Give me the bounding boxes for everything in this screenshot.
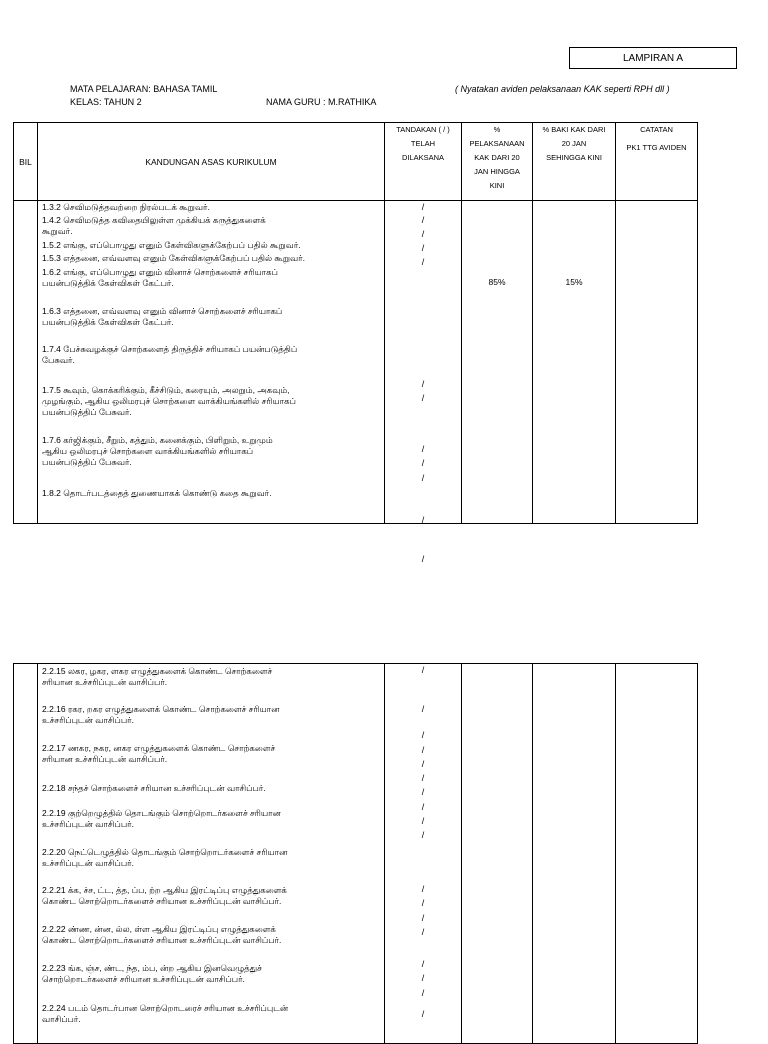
tick-mark: / — [421, 257, 425, 267]
item-line: கொண்ட சொற்றொடர்களைச் சரியான உச்சரிப்புடன் வாசிப்பர். — [42, 896, 282, 906]
list-item — [42, 215, 378, 237]
item-line: பயன்படுத்திப் பேசுவர். — [42, 457, 132, 467]
tick-mark: / — [421, 202, 425, 212]
kandungan-cell — [38, 201, 385, 524]
tick-mark: / — [421, 830, 425, 840]
list-item — [42, 240, 378, 251]
table-row — [14, 201, 698, 524]
item-line: 1.7.5 கூவும், கொக்கரிக்கும், கீச்சிடும், கரையும், அலறும், அகவும், — [42, 385, 290, 395]
pelaksanaan-cell — [462, 664, 533, 1044]
catatan-cell — [616, 201, 698, 524]
header-catatan-line: PK1 TTG AVIDEN — [626, 143, 687, 152]
list-item — [42, 385, 378, 418]
item-line: 1.6.2 எங்கு, எப்பொழுது எனும் வினாச் சொற்களைச் சரியாகப் — [42, 267, 278, 277]
list-item — [42, 783, 378, 794]
item-line: பேசுவர். — [42, 355, 75, 365]
kandungan-cell — [38, 664, 385, 1044]
tick-mark: / — [421, 393, 425, 403]
item-line: 2.2.17 ணகர, நகர, னகர எழுத்துகளைக் கொண்ட சொற்களைச் — [42, 743, 276, 753]
item-line: 1.8.2 தொடர்படத்தைத் துணையாகக் கொண்டு கதை கூறுவர். — [42, 488, 272, 498]
item-line: 1.6.3 எத்தனை, எவ்வளவு எனும் வினாச் சொற்களைச் சரியாகப் — [42, 306, 283, 316]
tick-mark: / — [421, 787, 425, 797]
tick-mark: / — [421, 816, 425, 826]
catatan-cell — [616, 664, 698, 1044]
lampiran-label: LAMPIRAN A — [622, 52, 684, 64]
item-line: 1.5.3 எத்தனை, எவ்வளவு எனும் கேள்விகளுக்கேற்பப் பதில் கூறுவர். — [42, 253, 305, 263]
tick-mark: / — [421, 745, 425, 755]
tick-mark: / — [421, 704, 425, 714]
table-row — [14, 664, 698, 1044]
bil-cell — [14, 664, 38, 1044]
list-item — [42, 924, 378, 946]
tick-mark: / — [421, 898, 425, 908]
tick-mark: / — [421, 913, 425, 923]
item-line: பயன்படுத்திக் கேள்விகள் கேட்பர். — [42, 317, 174, 327]
item-line: சரியான உச்சரிப்புடன் வாசிப்பர். — [42, 754, 168, 764]
header-tandakan-line: TANDAKAN ( / ) — [396, 125, 450, 134]
item-line: 2.2.24 படம் தொடர்பான சொற்றொடரைச் சரியான உச்சரிப்புடன் — [42, 1003, 289, 1013]
item-line: உச்சரிப்புடன் வாசிப்பர். — [42, 715, 134, 725]
header-tandakan-line: TELAH — [410, 139, 436, 148]
item-line: 1.5.2 எங்கு, எப்பொழுது எனும் கேள்விகளுக்கேற்பப் பதில் கூறுவர். — [42, 240, 301, 250]
tick-mark: / — [421, 229, 425, 239]
baki-value: 15% — [565, 277, 583, 287]
item-line: 2.2.18 சந்தச் சொற்களைச் சரியான உச்சரிப்புடன் வாசிப்பர். — [42, 783, 266, 793]
list-item — [42, 885, 378, 907]
header-kandungan: KANDUNGAN ASAS KURIKULUM — [38, 123, 385, 201]
item-line: கூறுவர். — [42, 226, 73, 236]
list-item — [42, 253, 378, 264]
bil-cell — [14, 201, 38, 524]
item-line: 2.2.15 லகர, ழகர, ளகர எழுத்துகளைக் கொண்ட சொற்களைச் — [42, 666, 273, 676]
tandakan-cell — [385, 664, 462, 1044]
header-pelaksanaan-line: KAK DARI 20 — [474, 153, 520, 162]
header-pelaksanaan-line: PELAKSANAAN — [469, 139, 525, 148]
item-line: 2.2.21 க்க, ச்ச, ட்ட, த்த, ப்ப, ற்ற ஆகிய இரட்டிப்பு எழுத்துகளைக் — [42, 885, 287, 895]
class-label: KELAS: TAHUN 2 — [70, 97, 142, 107]
item-line: கொண்ட சொற்றொடர்களைச் சரியான உச்சரிப்புடன் வாசிப்பர். — [42, 935, 282, 945]
baki-cell — [533, 201, 616, 524]
header-baki-line: SEHINGGA KINI — [546, 153, 602, 162]
header-pelaksanaan-line: KINI — [489, 181, 505, 190]
pelaksanaan-value: 85% — [488, 277, 506, 287]
tick-mark: / — [421, 215, 425, 225]
item-line: பயன்படுத்திக் கேள்விகள் கேட்பர். — [42, 278, 174, 288]
pelaksanaan-cell — [462, 201, 533, 524]
item-line: உச்சரிப்புடன் வாசிப்பர். — [42, 858, 134, 868]
header-baki-line: % BAKI KAK DARI — [542, 125, 606, 134]
list-item — [42, 743, 378, 765]
lampiran-label-box — [569, 47, 737, 69]
item-line: 1.3.2 செவிமடுத்தவற்றை நிரல்படக் கூறுவர். — [42, 202, 210, 212]
tick-mark: / — [421, 665, 425, 675]
list-item — [42, 1003, 378, 1025]
tick-mark: / — [421, 959, 425, 969]
tick-mark: / — [421, 730, 425, 740]
tick-mark: / — [421, 458, 425, 468]
list-item — [42, 267, 378, 289]
list-item — [42, 202, 378, 213]
tick-mark: / — [421, 243, 425, 253]
baki-cell — [533, 664, 616, 1044]
tandakan-cell — [385, 201, 462, 564]
item-line: 2.2.19 குற்றெழுத்தில் தொடங்கும் சொற்றொடர்களைச் சரியான — [42, 808, 281, 818]
tick-mark: / — [421, 884, 425, 894]
item-line: சரியான உச்சரிப்புடன் வாசிப்பர். — [42, 677, 168, 687]
header-catatan-line: CATATAN — [640, 125, 673, 134]
tick-mark: / — [421, 988, 425, 998]
item-line: 2.2.22 ண்ண, ன்ன, ல்ல, ள்ள ஆகிய இரட்டிப்பு எழுத்துகளைக் — [42, 924, 276, 934]
item-line: வாசிப்பர். — [42, 1014, 81, 1024]
item-line: 2.2.23 ங்க, ஞ்ச, ண்ட, ந்த, ம்ப, ன்ற ஆகிய இனவெழுத்துச் — [42, 963, 262, 973]
list-item — [42, 488, 378, 499]
list-item — [42, 306, 378, 328]
header-tandakan-line: DILAKSANA — [401, 153, 445, 162]
table-header-row — [14, 123, 698, 201]
header-pelaksanaan — [462, 123, 533, 201]
list-item — [42, 666, 378, 688]
item-line: பயன்படுத்திப் பேசுவர். — [42, 407, 132, 417]
tick-mark: / — [421, 554, 425, 564]
list-item — [42, 808, 378, 830]
evidence-note: ( Nyatakan aviden pelaksanaan KAK seperti RPH dll ) — [455, 84, 670, 94]
teacher-label: NAMA GURU : M.RATHIKA — [266, 97, 377, 107]
list-item — [42, 704, 378, 726]
tick-mark: / — [421, 379, 425, 389]
item-line: 1.4.2 செவிமடுத்த கவிதையிலுள்ள முக்கியக் கருத்துகளைக் — [42, 215, 266, 225]
tick-mark: / — [421, 1009, 425, 1019]
tick-mark: / — [421, 473, 425, 483]
subject-label: MATA PELAJARAN: BAHASA TAMIL — [70, 84, 218, 94]
list-item — [42, 963, 378, 985]
header-tandakan — [385, 123, 462, 201]
header-baki-line: 20 JAN — [561, 139, 587, 148]
tick-mark: / — [421, 802, 425, 812]
item-line: 1.7.4 பேச்சுவழக்குச் சொற்களைத் திருத்திச் சரியாகப் பயன்படுத்திப் — [42, 344, 298, 354]
curriculum-table-1 — [13, 122, 698, 564]
header-bil: BIL — [14, 123, 38, 201]
item-line: சொற்றொடர்களைச் சரியான உச்சரிப்புடன் வாசிப்பர். — [42, 974, 245, 984]
item-line: உச்சரிப்புடன் வாசிப்பர். — [42, 819, 134, 829]
tick-mark: / — [421, 759, 425, 769]
item-line: 2.2.16 ரகர, றகர எழுத்துகளைக் கொண்ட சொற்களைச் சரியான — [42, 704, 280, 714]
tick-mark: / — [421, 773, 425, 783]
tick-mark: / — [421, 927, 425, 937]
tick-mark: / — [421, 444, 425, 454]
list-item — [42, 344, 378, 366]
header-catatan — [616, 123, 698, 201]
item-line: முழங்கும், ஆகிய ஒலிமரபுச் சொற்களை வாக்கியங்களில் சரியாகப் — [42, 396, 296, 406]
header-pelaksanaan-line: JAN HINGGA — [474, 167, 520, 176]
item-line: 1.7.6 கர்ஜிக்கும், சீறும், கத்தும், கனைக்கும், பிளிறும், உறுமும் — [42, 435, 273, 445]
list-item — [42, 435, 378, 468]
tick-mark: / — [421, 973, 425, 983]
tick-mark: / — [421, 515, 425, 525]
item-line: 2.2.20 நெட்டெழுத்தில் தொடங்கும் சொற்றொடர்களைச் சரியான — [42, 847, 288, 857]
item-line: ஆகிய ஒலிமரபுச் சொற்களை வாக்கியங்களில் சரியாகப் — [42, 446, 254, 456]
list-item — [42, 847, 378, 869]
header-pelaksanaan-line: % — [493, 125, 501, 134]
header-baki — [533, 123, 616, 201]
curriculum-table-2 — [13, 663, 698, 1044]
